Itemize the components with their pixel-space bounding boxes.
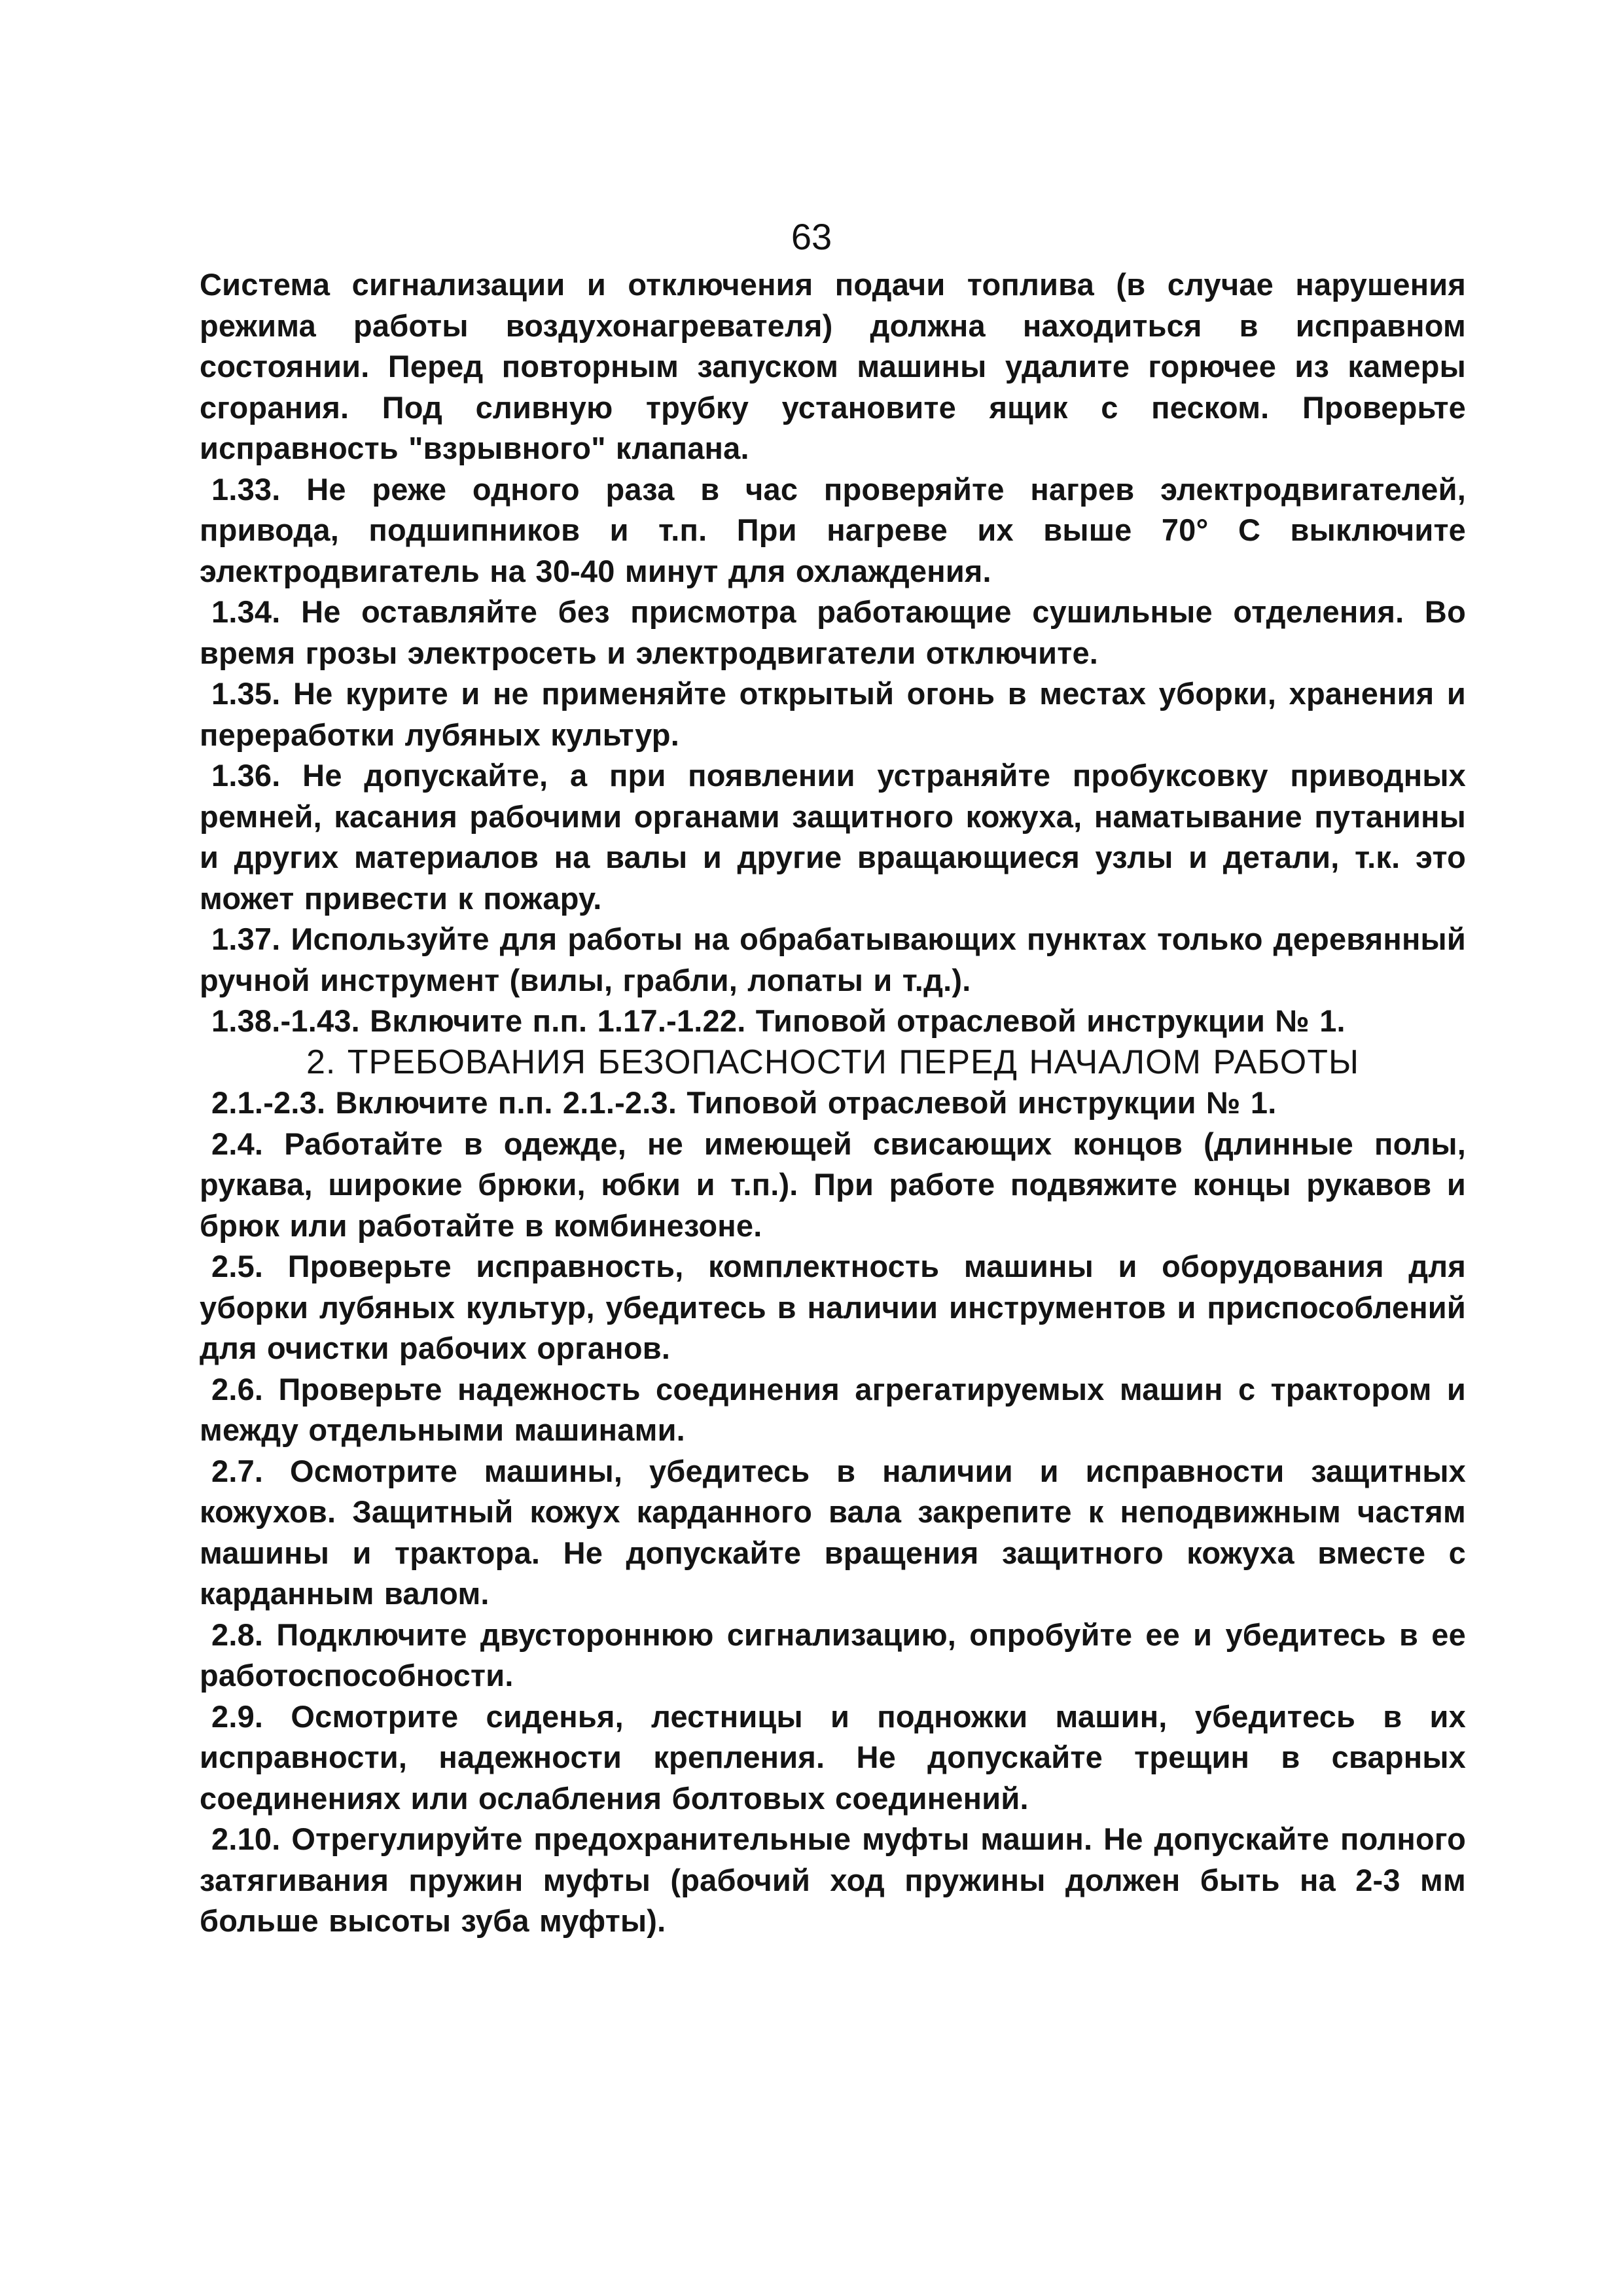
paragraph-2-10: 2.10. Отрегулируйте предохранительные муфты машин. Не допускайте полного затягивания пружин муфты (рабочий ход пружины должен быть на 2-3 мм больше высоты зуба муфты).: [200, 1821, 1466, 1938]
paragraph-2-5: 2.5. Проверьте исправность, комплектность машины и оборудования для уборки лубяных культур, убедитесь в наличии инструментов и приспособлений для очистки рабочих органов.: [200, 1249, 1466, 1365]
body-text: [200, 264, 1466, 1942]
paragraph-2-1: 2.1.-2.3. Включите п.п. 2.1.-2.3. Типовой отраслевой инструкции № 1.: [211, 1085, 1277, 1120]
paragraph-1-35: 1.35. Не курите и не применяйте открытый огонь в местах уборки, хранения и переработки лубяных культур.: [200, 676, 1466, 752]
page-number: 63: [791, 216, 832, 257]
paragraph-1-33: 1.33. Не реже одного раза в час проверяйте нагрев электродвигателей, привода, подшипников и т.п. При нагреве их выше 70° С выключите электродвигатель на 30-40 минут для охлаждения.: [200, 471, 1466, 588]
paragraph-2-4: 2.4. Работайте в одежде, не имеющей свисающих концов (длинные полы, рукава, широкие брюки, юбки и т.п.). При работе подвяжите концы рукавов и брюк или работайте в комбинезоне.: [200, 1126, 1466, 1243]
paragraph-1-37: 1.37. Используйте для работы на обрабатывающих пунктах только деревянный ручной инструмент (вилы, грабли, лопаты и т.д.).: [200, 922, 1466, 997]
paragraph-1-38: 1.38.-1.43. Включите п.п. 1.17.-1.22. Типовой отраслевой инструкции № 1.: [211, 1003, 1346, 1038]
paragraph-2-7: 2.7. Осмотрите машины, убедитесь в наличии и исправности защитных кожухов. Защитный кожух карданного вала закрепите к неподвижным частям машины и трактора. Не допускайте вращения защитного кожуха вместе с карданным валом.: [200, 1453, 1466, 1611]
paragraph-1-34: 1.34. Не оставляйте без присмотра работающие сушильные отделения. Во время грозы электросеть и электродвигатели отключите.: [200, 594, 1466, 670]
paragraph-2-8: 2.8. Подключите двустороннюю сигнализацию, опробуйте ее и убедитесь в ее работоспособности.: [200, 1617, 1466, 1693]
paragraph-2-9: 2.9. Осмотрите сиденья, лестницы и подножки машин, убедитесь в их исправности, надежности крепления. Не допускайте трещин в сварных соединениях или ослабления болтовых соединений.: [200, 1698, 1466, 1816]
paragraph-2-6: 2.6. Проверьте надежность соединения агрегатируемых машин с трактором и между отдельными машинами.: [200, 1371, 1466, 1447]
section-heading: 2. ТРЕБОВАНИЯ БЕЗОПАСНОСТИ ПЕРЕД НАЧАЛОМ РАБОТЫ: [306, 1043, 1360, 1081]
paragraph-intro: Система сигнализации и отключения подачи топлива (в случае нарушения режима работы воздухонагревателя) должна находиться в исправном состоянии. Перед повторным запуском машины удалите горючее из камеры сгорания. Под сливную трубку установите ящик с песком. Проверьте исправность "взрывного" клапана.: [200, 267, 1466, 465]
paragraph-1-36: 1.36. Не допускайте, а при появлении устраняйте пробуксовку приводных ремней, касания рабочими органами защитного кожуха, наматывание путанины и других материалов на валы и другие вращающиеся узлы и детали, т.к. это может привести к пожару.: [200, 758, 1466, 916]
